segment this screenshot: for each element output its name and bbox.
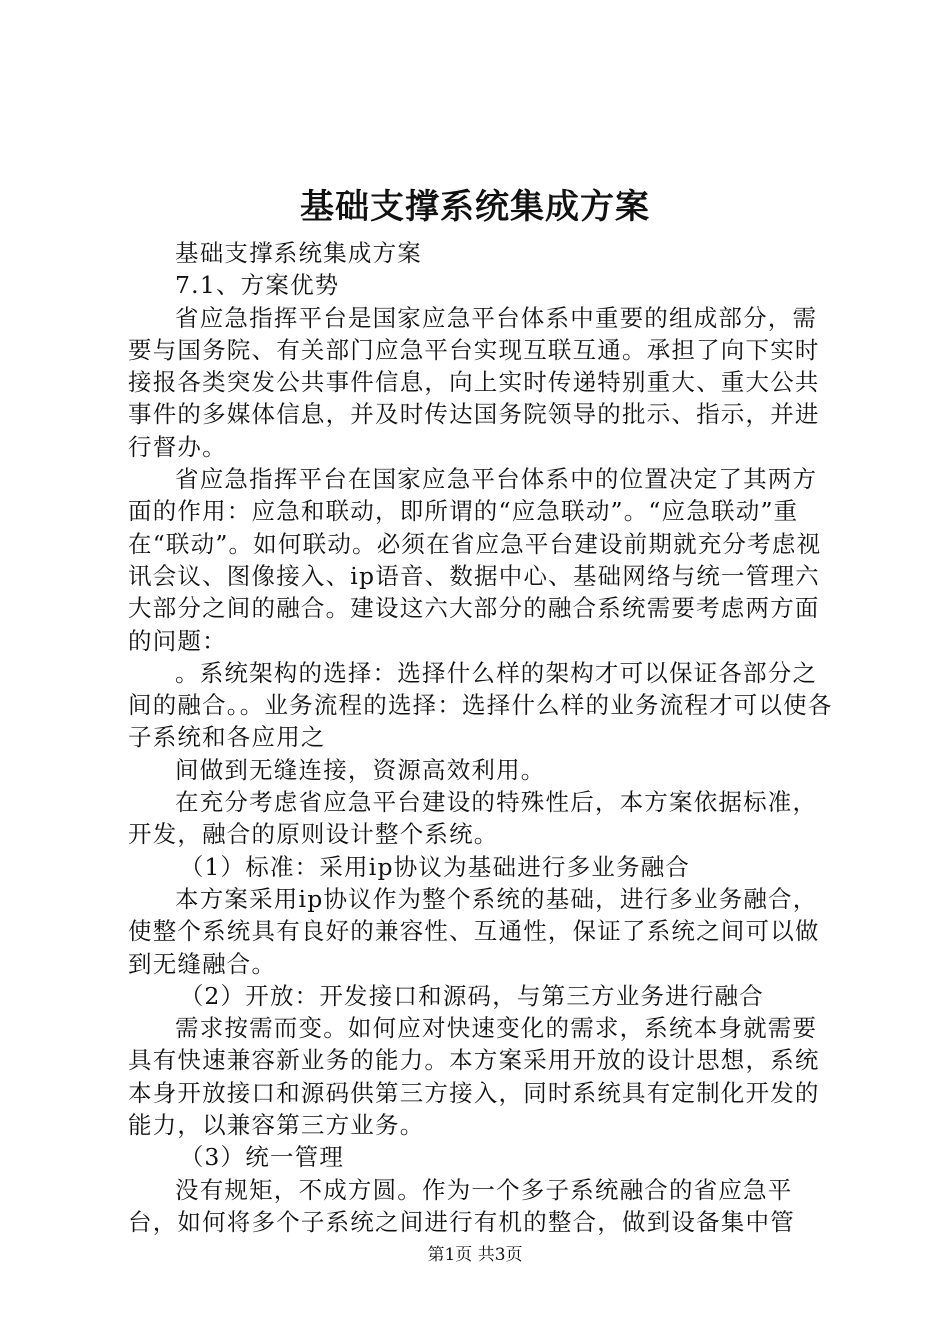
- paragraph-open-body: 需求按需而变。如何应对快速变化的需求，系统本身就需要具有快速兼容新业务的能力。本方案采用开放的设计思想，系统本身开放接口和源码供第三方接入，同时系统具有定制化开发的能力，以兼容第三方业务。: [128, 1014, 820, 1140]
- page-footer: 第1页 共3页: [427, 1245, 523, 1265]
- document-title: 基础支撑系统集成方案: [300, 187, 650, 227]
- paragraph-standard-heading: （1）标准：采用ip协议为基础进行多业务融合: [179, 852, 691, 881]
- paragraph-management-heading: （3）统一管理: [179, 1143, 345, 1172]
- paragraph-intro: 省应急指挥平台是国家应急平台体系中重要的组成部分，需要与国务院、有关部门应急平台实现互联互通。承担了向下实时接报各类突发公共事件信息，向上实时传递特别重大、重大公共事件的多媒体信息，并及时传达国务院领导的批示、指示，并进行督办。: [128, 303, 820, 461]
- paragraph-section-7-1: 7.1、方案优势: [175, 271, 340, 300]
- paragraph-open-heading: （2）开放：开发接口和源码，与第三方业务进行融合: [179, 981, 764, 1010]
- paragraph-standard-body: 本方案采用ip协议作为整个系统的基础，进行多业务融合，使整个系统具有良好的兼容性、互通性，保证了系统之间可以做到无缝融合。: [128, 884, 820, 978]
- paragraph-management-body: 没有规矩，不成方圆。作为一个多子系统融合的省应急平台，如何将多个子系统之间进行有机的整合，做到设备集中管: [128, 1175, 795, 1236]
- paragraph-architecture: 。系统架构的选择：选择什么样的架构才可以保证各部分之间的融合。。业务流程的选择：选择什么样的业务流程才可以使各子系统和各应用之: [128, 658, 833, 752]
- paragraph-seamless: 间做到无缝连接，资源高效利用。: [175, 755, 546, 784]
- paragraph-linkage: 省应急指挥平台在国家应急平台体系中的位置决定了其两方面的作用：应急和联动，即所谓的“应急联动”。“应急联动”重在“联动”。如何联动。必须在省应急平台建设前期就充分考虑视讯会议、图像接入、ip语音、数据中心、基础网络与统一管理六大部分之间的融合。建设这六大部分的融合系统需要考虑两方面的问题：: [128, 465, 822, 655]
- paragraph-principles: 在充分考虑省应急平台建设的特殊性后，本方案依据标准，开发，融合的原则设计整个系统。: [128, 788, 818, 849]
- document-body: [128, 237, 834, 1238]
- paragraph-heading-repeat: 基础支撑系统集成方案: [175, 239, 422, 267]
